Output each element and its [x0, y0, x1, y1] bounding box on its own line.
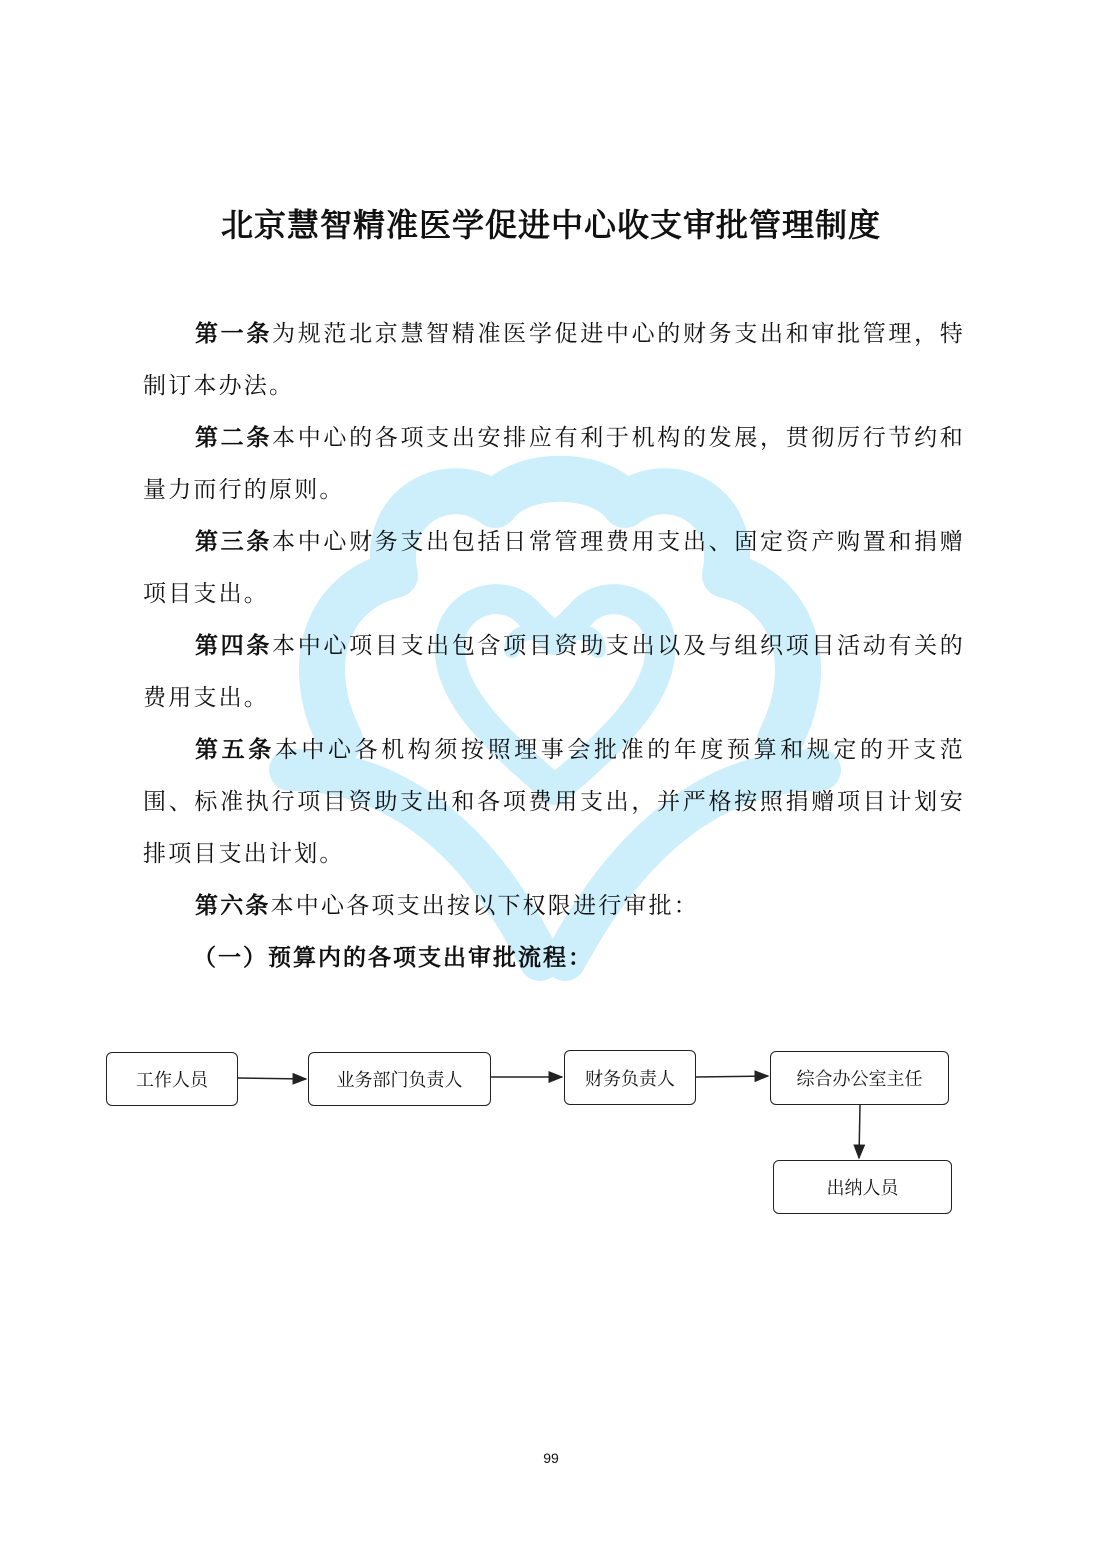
article-5 [143, 724, 965, 880]
article-2-text: 本中心的各项支出安排应有利于机构的发展，贯彻厉行节约和量力而行的原则。 [143, 425, 965, 503]
article-2-label: 第二条 [195, 425, 273, 451]
article-3 [143, 516, 965, 620]
article-1-label: 第一条 [195, 321, 273, 347]
article-3-text: 本中心财务支出包括日常管理费用支出、固定资产购置和捐赠项目支出。 [143, 529, 965, 607]
article-1 [143, 308, 965, 412]
article-6 [143, 880, 965, 932]
arrow-3-4 [696, 1076, 768, 1077]
article-3-label: 第三条 [195, 529, 273, 555]
article-4-text: 本中心项目支出包含项目资助支出以及与组织项目活动有关的费用支出。 [143, 633, 965, 711]
flow-node-department-head: 业务部门负责人 [308, 1052, 491, 1106]
article-1-text: 为规范北京慧智精准医学促进中心的财务支出和审批管理，特制订本办法。 [143, 321, 965, 399]
flow-node-cashier: 出纳人员 [773, 1160, 952, 1214]
flow-node-office-director: 综合办公室主任 [770, 1051, 949, 1105]
article-4 [143, 620, 965, 724]
article-6-text: 本中心各项支出按以下权限进行审批： [270, 893, 700, 919]
article-4-label: 第四条 [195, 633, 273, 659]
arrow-1-2 [238, 1078, 306, 1079]
page-number: 99 [543, 1450, 559, 1466]
flow-node-finance-head: 财务负责人 [564, 1050, 696, 1105]
flow-node-staff: 工作人员 [106, 1052, 238, 1106]
article-5-text: 本中心各机构须按照理事会批准的年度预算和规定的开支范围、标准执行项目资助支出和各项费用支出，并严格按照捐赠项目计划安排项目支出计划。 [143, 737, 966, 867]
arrow-4-5 [859, 1105, 860, 1158]
section-subheading: （一）预算内的各项支出审批流程： [193, 945, 593, 971]
article-2 [143, 412, 965, 516]
article-6-label: 第六条 [195, 893, 271, 919]
document-title: 北京慧智精准医学促进中心收支审批管理制度 [220, 206, 881, 244]
article-5-label: 第五条 [195, 737, 275, 763]
